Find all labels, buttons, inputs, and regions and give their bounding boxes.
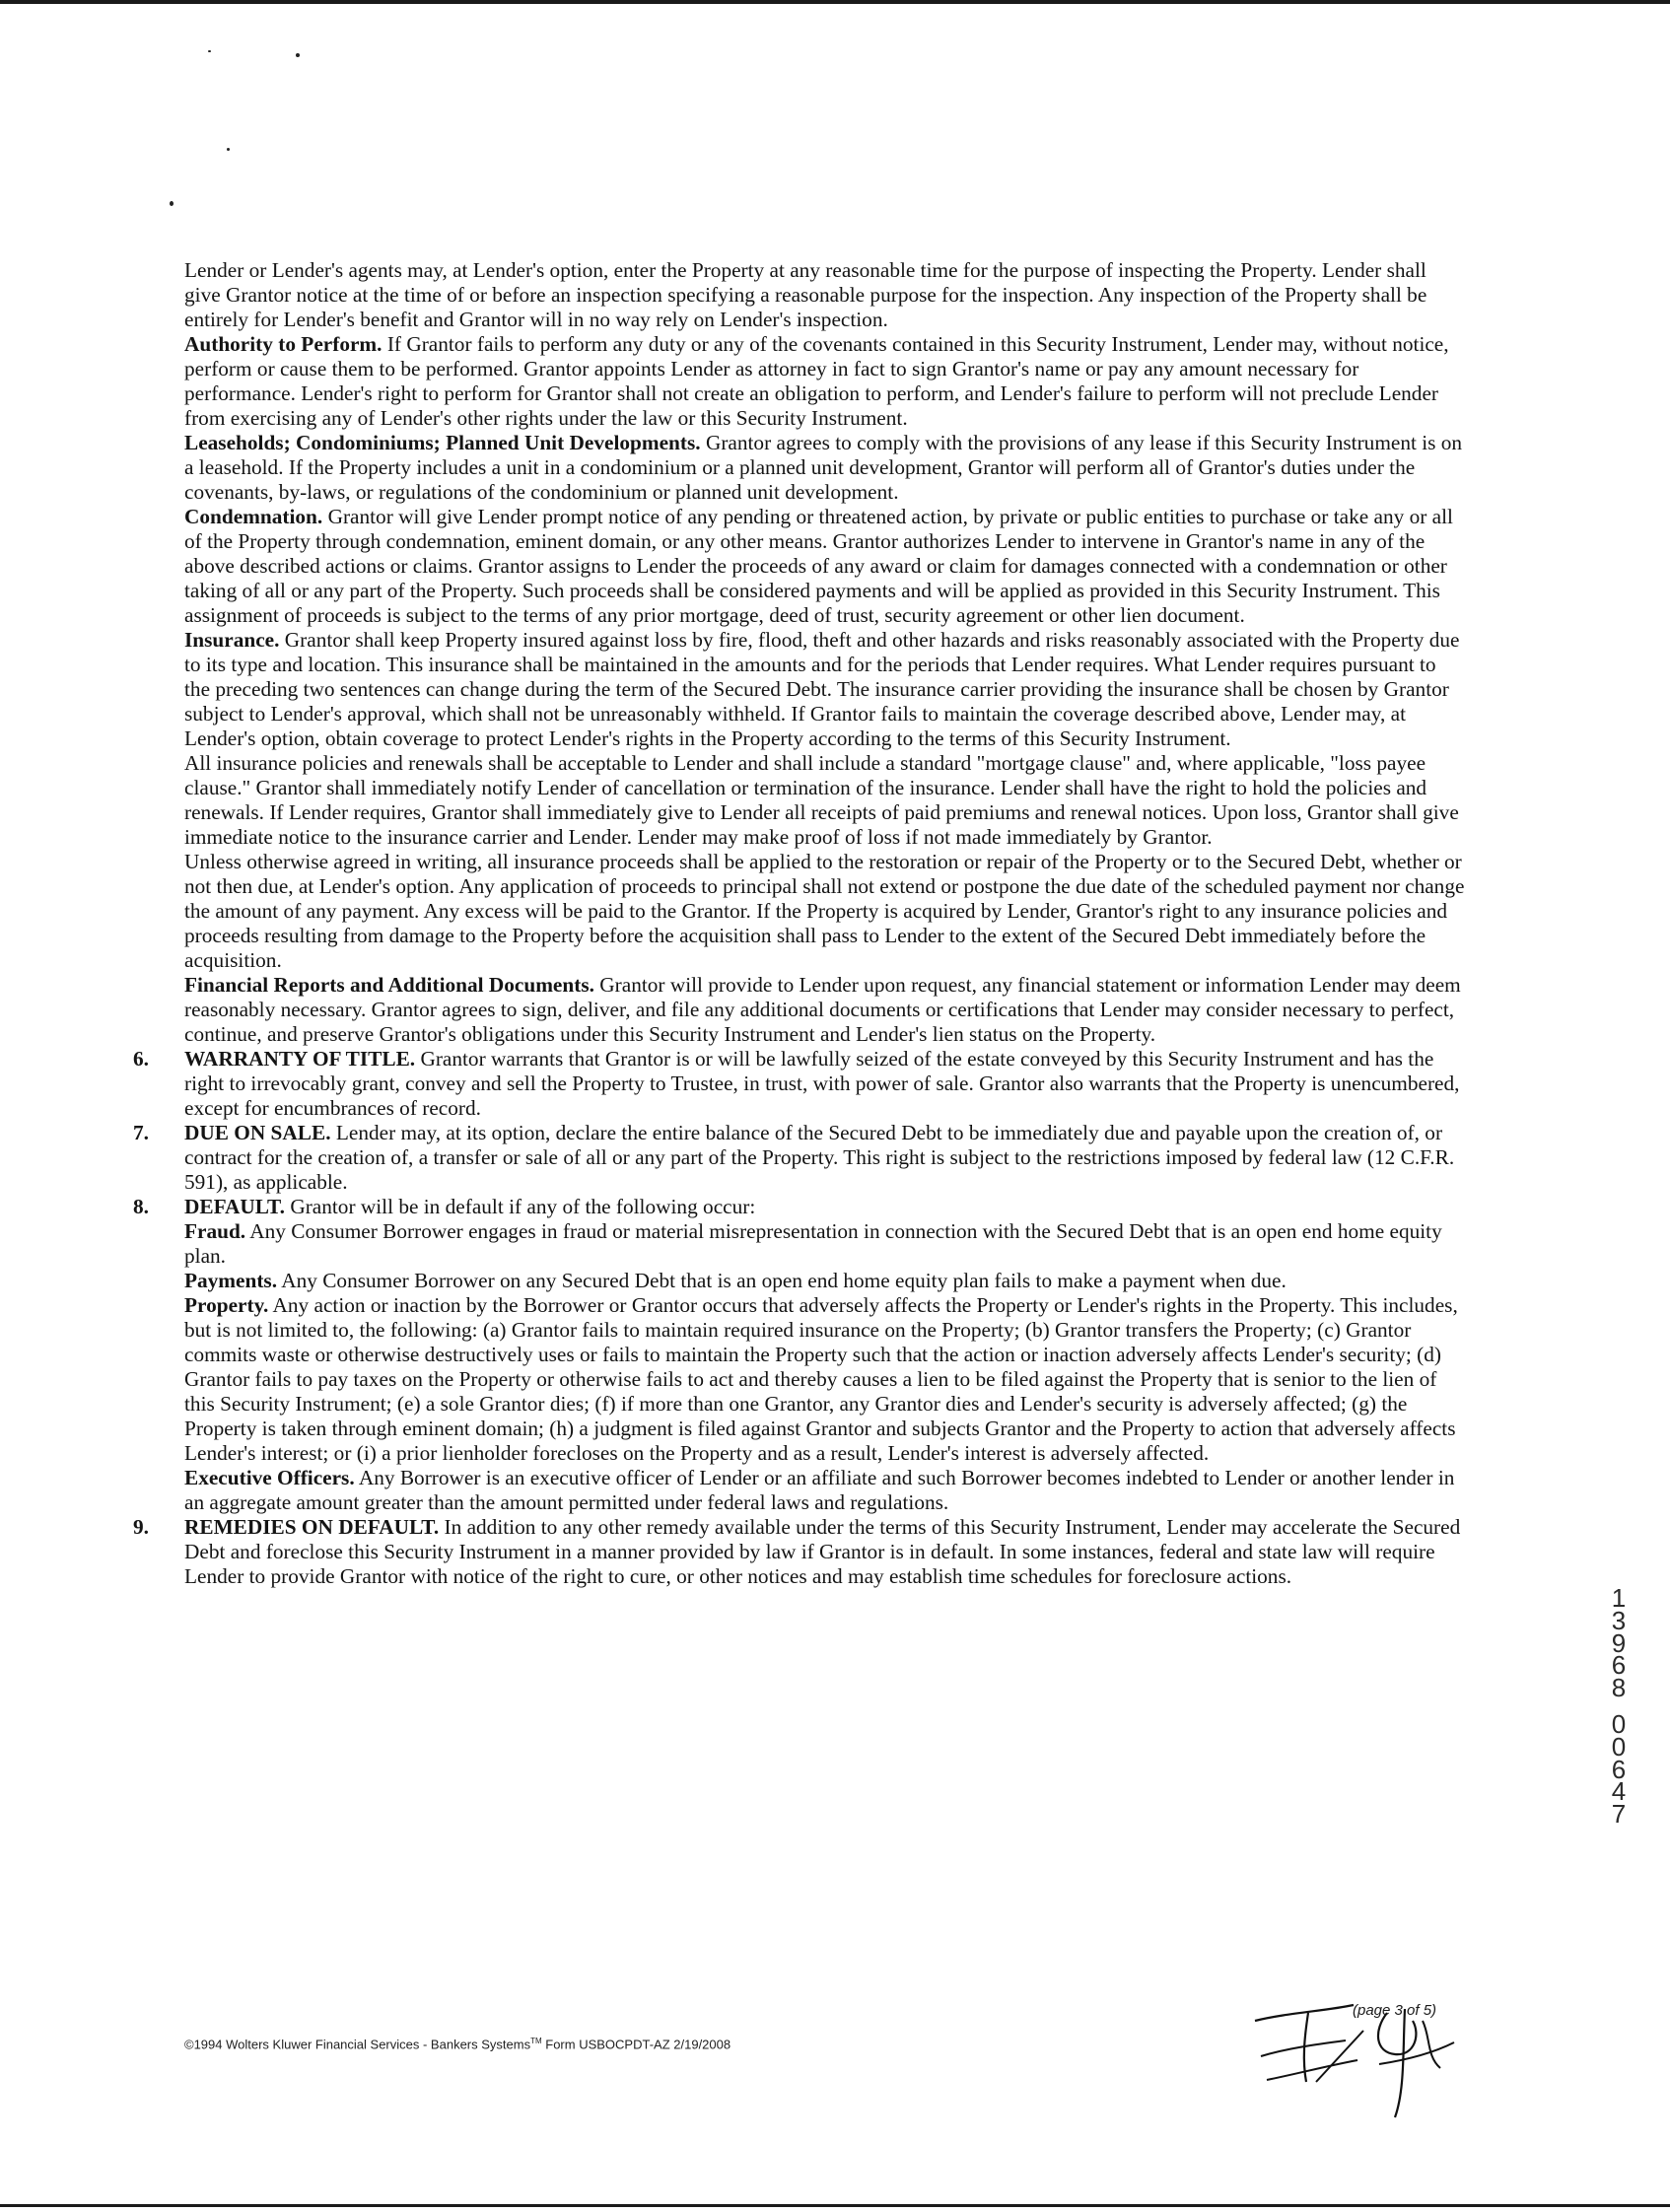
executive-heading: Executive Officers.: [184, 1466, 355, 1489]
section-8-default: [133, 1195, 1466, 1219]
scan-bottom-border: [0, 2204, 1670, 2207]
stamp-digit: 6: [1611, 1650, 1627, 1681]
initials-stroke: [1267, 2060, 1357, 2080]
payments-text: Any Consumer Borrower on any Secured Debt that is an open end home equity plan fails to make a payment when due.: [281, 1269, 1287, 1292]
insurance-proceeds-paragraph: Unless otherwise agreed in writing, all insurance proceeds shall be applied to the restoration or repair of the Property or to the Secured Debt, whether or not then due, at Lender's option. Any application of proceeds to principal shall not extend or postpone the due date of the scheduled payment nor change the amount of any payment. Any excess will be paid to the Grantor. If the Property is acquired by Lender, Grantor's right to any insurance policies and proceeds resulting from damage to the Property before the acquisition shall pass to Lender to the extent of the Secured Debt immediately before the acquisition.: [184, 850, 1465, 972]
stamp-digit: 9: [1611, 1627, 1627, 1658]
stamp-digit: 0: [1611, 1708, 1627, 1739]
document-body: [133, 258, 1466, 1589]
payments-heading: Payments.: [184, 1269, 278, 1292]
initials-stroke: [1255, 2005, 1354, 2021]
section-6-warranty: [133, 1047, 1466, 1121]
fraud-heading: Fraud.: [184, 1219, 246, 1243]
default-payments-clause: [184, 1269, 1466, 1293]
financial-heading: Financial Reports and Additional Documents.: [184, 973, 594, 997]
initials-stroke: [1395, 2009, 1405, 2117]
section-number: 9.: [133, 1515, 149, 1539]
default-executive-clause: [184, 1466, 1466, 1515]
stamp-digit: 8: [1611, 1673, 1627, 1703]
insurance-policies-paragraph: All insurance policies and renewals shall be acceptable to Lender and shall include a standard "mortgage clause" and, where applicable, "loss payee clause." Grantor shall immediately notify Lender of cancellation or termination of the insurance. Lender shall have the right to hold the policies and renewals. If Lender requires, Grantor shall immediately give to Lender all receipts of paid premiums and renewal notices. Upon loss, Grantor shall give immediate notice to the insurance carrier and Lender. Lender may make proof of loss if not made immediately by Grantor.: [184, 751, 1459, 849]
authority-text: If Grantor fails to perform any duty or any of the covenants contained in this Security Instrument, Lender may, without notice, perform or cause them to be performed. Grantor appoints Lender as attorney in fact to sign Grantor's name or pay any amount necessary for performance. Lender's right to perform for Grantor shall not create an obligation to perform, and Lender's failure to perform will not preclude Lender from exercising any of Lender's other rights under the law or this Security Instrument.: [184, 332, 1449, 430]
insurance-clause: [184, 628, 1466, 751]
condemnation-heading: Condemnation.: [184, 505, 323, 528]
scan-speck: [296, 53, 300, 57]
initials-stroke: [1316, 2031, 1363, 2082]
stamp-digit: 7: [1611, 1799, 1627, 1830]
trademark-mark: TM: [530, 2037, 542, 2045]
default-property-clause: [184, 1293, 1466, 1466]
scan-speck: [170, 201, 174, 206]
section-text: Grantor will be in default if any of the following occur:: [290, 1195, 756, 1218]
default-fraud-clause: [184, 1219, 1466, 1269]
section-heading: REMEDIES ON DEFAULT.: [184, 1515, 440, 1539]
section-7-due-on-sale: [133, 1121, 1466, 1195]
copyright-text: ©1994 Wolters Kluwer Financial Services - Bankers Systems: [184, 2037, 531, 2052]
fraud-text: Any Consumer Borrower engages in fraud or material misrepresentation in connection with the Secured Debt that is an open end home equity plan.: [184, 1219, 1442, 1268]
condemnation-clause: [184, 505, 1466, 628]
section-heading: DUE ON SALE.: [184, 1121, 331, 1144]
insurance-heading: Insurance.: [184, 628, 280, 652]
condemnation-text: Grantor will give Lender prompt notice of any pending or threatened action, by private or public entities to purchase or take any or all of the Property through condemnation, eminent domain, or any other means. Grantor authorizes Lender to intervene in Grantor's name in any of the above described actions or claims. Grantor assigns to Lender the proceeds of any award or claim for damages connected with a condemnation or other taking of all or any part of the Property. Such proceeds shall be considered payments and will be applied as provided in this Security Instrument. This assignment of proceeds is subject to the terms of any prior mortgage, deed of trust, security agreement or other lien document.: [184, 505, 1453, 627]
stamp-digit: 0: [1611, 1731, 1627, 1762]
financial-clause: [184, 973, 1466, 1047]
scan-speck: [227, 148, 230, 151]
scan-speck: [208, 50, 211, 52]
leaseholds-heading: Leaseholds; Condominiums; Planned Unit Developments.: [184, 431, 701, 454]
side-stamp-number: [1605, 1583, 1633, 1830]
section-number: 7.: [133, 1121, 149, 1144]
property-heading: Property.: [184, 1293, 269, 1317]
scan-top-border: [0, 0, 1670, 4]
section-number: 6.: [133, 1047, 149, 1071]
insurance-text: Grantor shall keep Property insured against loss by fire, flood, theft and other hazards and risks reasonably associated with the Property due to its type and location. This insurance shall be maintained in the amounts and for the periods that Lender requires. What Lender requires pursuant to the preceding two sentences can change during the term of the Secured Debt. The insurance carrier providing the insurance shall be chosen by Grantor subject to Lender's approval, which shall not be unreasonably withheld. If Grantor fails to maintain the coverage described above, Lender may, at Lender's option, obtain coverage to protect Lender's rights in the Property according to the terms of this Security Instrument.: [184, 628, 1460, 750]
property-text: Any action or inaction by the Borrower or Grantor occurs that adversely affects the Property or Lender's rights in the Property. This includes, but is not limited to, the following: (a) Grantor fails to maintain required insurance on the Property; (b) Grantor transfers the Property; (c) Grantor commits waste or otherwise destructively uses or fails to maintain the Property such that the action or inaction adversely affects Lender's security; (d) Grantor fails to pay taxes on the Property or otherwise fails to act and thereby causes a lien to be filed against the Property that is senior to the lien of this Security Instrument; (e) a sole Grantor dies; (f) if more than one Grantor, any Grantor dies and Lender's security is adversely affected; (g) the Property is taken through eminent domain; (h) a judgment is filed against Grantor and subjects Grantor and the Property to action that adversely affects Lender's interest; or (i) a prior lienholder forecloses on the Property and as a result, Lender's interest is adversely affected.: [184, 1293, 1458, 1465]
section-text: Lender may, at its option, declare the entire balance of the Secured Debt to be immediately due and payable upon the creation of, or contract for the creation of, a transfer or sale of all or any part of the Property. This right is subject to the restrictions imposed by federal law (12 C.F.R. 591), as applicable.: [184, 1121, 1455, 1194]
section-heading: WARRANTY OF TITLE.: [184, 1047, 416, 1071]
stamp-digit: 6: [1611, 1754, 1627, 1784]
form-id: Form USBOCPDT-AZ 2/19/2008: [545, 2037, 731, 2052]
page-number: (page 3 of 5): [1353, 2002, 1437, 2019]
financial-text: Grantor will provide to Lender upon request, any financial statement or information Lender may deem reasonably necessary. Grantor agrees to sign, deliver, and file any additional documents or certifications that Lender may consider necessary to perfect, continue, and preserve Grantor's obligations under this Security Instrument and Lender's lien status on the Property.: [184, 973, 1461, 1046]
stamp-digit: 1: [1611, 1583, 1627, 1613]
leaseholds-text: Grantor agrees to comply with the provisions of any lease if this Security Instrument is on a leasehold. If the Property includes a unit in a condominium or a planned unit development, Grantor will perform all of Grantor's duties under the covenants, by-laws, or regulations of the condominium or planned unit development.: [184, 431, 1463, 504]
section-number: 8.: [133, 1195, 149, 1218]
form-footer: [184, 2037, 731, 2051]
authority-heading: Authority to Perform.: [184, 332, 383, 356]
section-heading: DEFAULT.: [184, 1195, 285, 1218]
executive-text: Any Borrower is an executive officer of Lender or an affiliate and such Borrower becomes indebted to Lender or another lender in an aggregate amount greater than the amount permitted under federal laws and regulations.: [184, 1466, 1455, 1514]
stamp-digit: 4: [1611, 1776, 1627, 1807]
section-text: In addition to any other remedy available under the terms of this Security Instrument, Lender may accelerate the Secured Debt and foreclose this Security Instrument in a manner provided by law if Grantor is in default. In some instances, federal and state law will require Lender to provide Grantor with notice of the right to cure, or other notices and may establish time schedules for foreclosure actions.: [184, 1515, 1461, 1588]
leaseholds-clause: [184, 431, 1466, 505]
initials-stroke: [1423, 2021, 1440, 2068]
authority-clause: [184, 332, 1466, 431]
initials-stroke: [1378, 2013, 1416, 2054]
inspection-paragraph: Lender or Lender's agents may, at Lender's option, enter the Property at any reasonable time for the purpose of inspecting the Property. Lender shall give Grantor notice at the time of or before an inspection specifying a reasonable purpose for the inspection. Any inspection of the Property shall be entirely for Lender's benefit and Grantor will in no way rely on Lender's inspection.: [184, 258, 1427, 331]
section-9-remedies: [133, 1515, 1466, 1589]
section-text: Grantor warrants that Grantor is or will be lawfully seized of the estate conveyed by this Security Instrument and has the right to irrevocably grant, convey and sell the Property to Trustee, in trust, with power of sale. Grantor also warrants that the Property is unencumbered, except for encumbrances of record.: [184, 1047, 1460, 1120]
stamp-digit: 3: [1611, 1605, 1627, 1635]
handwritten-initials-signature: [1247, 1991, 1464, 2129]
